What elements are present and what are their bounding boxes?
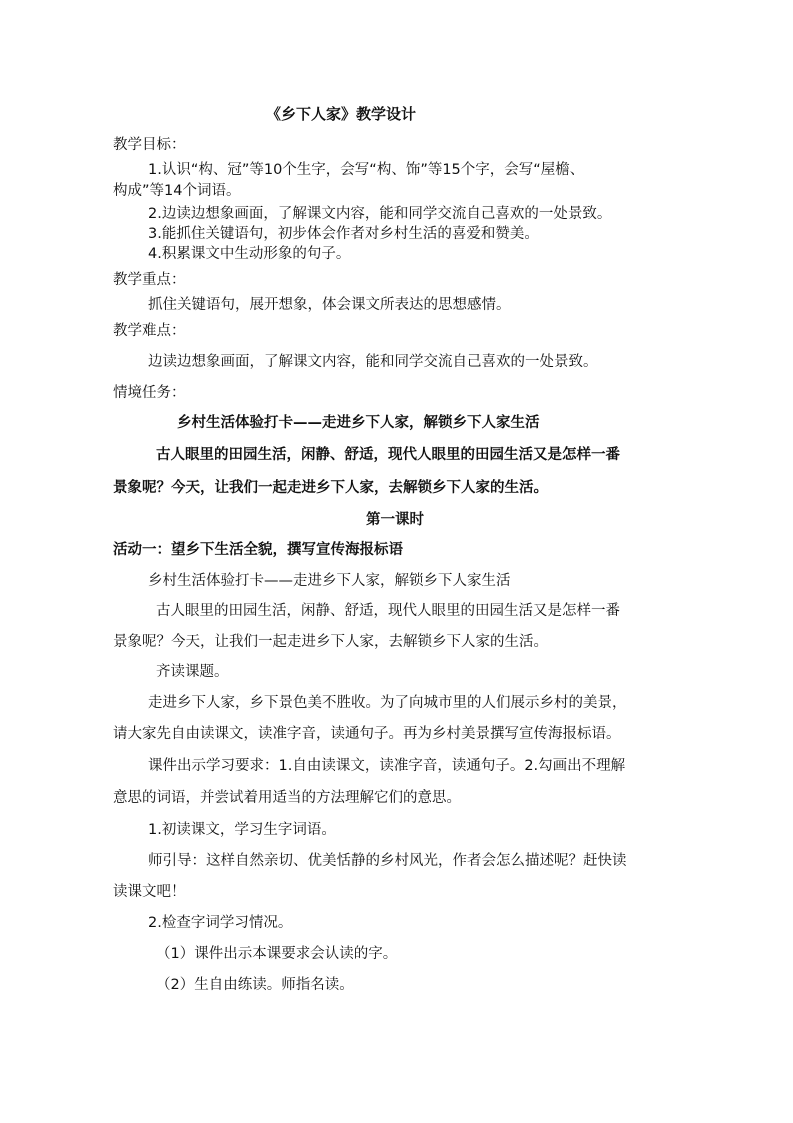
lesson-line-8: 意思的词语，并尝试着用适当的方法理解它们的意思。	[113, 790, 461, 806]
lesson-title: 第一课时	[366, 512, 424, 528]
objective-1-line-1: 1.认识“构、冠”等10个生字，会写“构、饰”等15个字，会写“屋檐、	[148, 162, 585, 178]
task-subtitle: 乡村生活体验打卡——走进乡下人家，解锁乡下人家生活	[177, 415, 540, 431]
lesson-line-1: 乡村生活体验打卡——走进乡下人家，解锁乡下人家生活	[148, 573, 511, 589]
lesson-line-2: 古人眼里的田园生活，闲静、舒适，现代人眼里的田园生活又是怎样一番	[156, 603, 620, 619]
lesson-line-9: 1.初读课文，学习生字词语。	[148, 822, 336, 838]
difficulties-text: 边读边想象画面，了解课文内容，能和同学交流自己喜欢的一处景致。	[148, 354, 598, 370]
key-points-heading: 教学重点：	[113, 272, 186, 288]
lesson-line-12: 2.检查字词学习情况。	[148, 915, 293, 931]
objective-1-line-2: 构成”等14个词语。	[113, 183, 241, 199]
objective-4: 4.积累课文中生动形象的句子。	[148, 246, 351, 262]
document-title: 《乡下人家》教学设计	[266, 105, 417, 123]
lesson-line-4: 齐读课题。	[156, 664, 229, 680]
task-paragraph-line-2: 景象呢？今天，让我们一起走进乡下人家，去解锁乡下人家的生活。	[113, 480, 548, 496]
lesson-line-13: （1）课件出示本课要求会认读的字。	[156, 946, 398, 962]
lesson-line-3: 景象呢？今天，让我们一起走进乡下人家，去解锁乡下人家的生活。	[113, 634, 548, 650]
activity-heading: 活动一：望乡下生活全貌，撰写宣传海报标语	[113, 542, 403, 558]
objective-3: 3.能抓住关键语句，初步体会作者对乡村生活的喜爱和赞美。	[148, 226, 539, 242]
task-paragraph-line-1: 古人眼里的田园生活，闲静、舒适，现代人眼里的田园生活又是怎样一番	[156, 447, 620, 463]
lesson-line-5: 走进乡下人家，乡下景色美不胜收。为了向城市里的人们展示乡村的美景，	[148, 695, 627, 711]
objective-2: 2.边读边想象画面，了解课文内容，能和同学交流自己喜欢的一处景致。	[148, 206, 612, 222]
lesson-line-6: 请大家先自由读课文，读准字音，读通句子。再为乡村美景撰写宣传海报标语。	[113, 726, 621, 742]
lesson-line-14: （2）生自由练读。师指名读。	[156, 977, 354, 993]
key-points-text: 抓住关键语句，展开想象，体会课文所表达的思想感情。	[148, 297, 511, 313]
lesson-line-7: 课件出示学习要求：1.自由读课文，读准字音，读通句子。2.勾画出不理解	[148, 758, 626, 774]
lesson-line-10: 师引导：这样自然亲切、优美恬静的乡村风光，作者会怎么描述呢？赶快读	[148, 853, 627, 869]
difficulties-heading: 教学难点：	[113, 323, 186, 339]
task-heading: 情境任务：	[113, 385, 186, 401]
objectives-heading: 教学目标：	[113, 137, 186, 153]
lesson-line-11: 读课文吧！	[113, 884, 186, 900]
